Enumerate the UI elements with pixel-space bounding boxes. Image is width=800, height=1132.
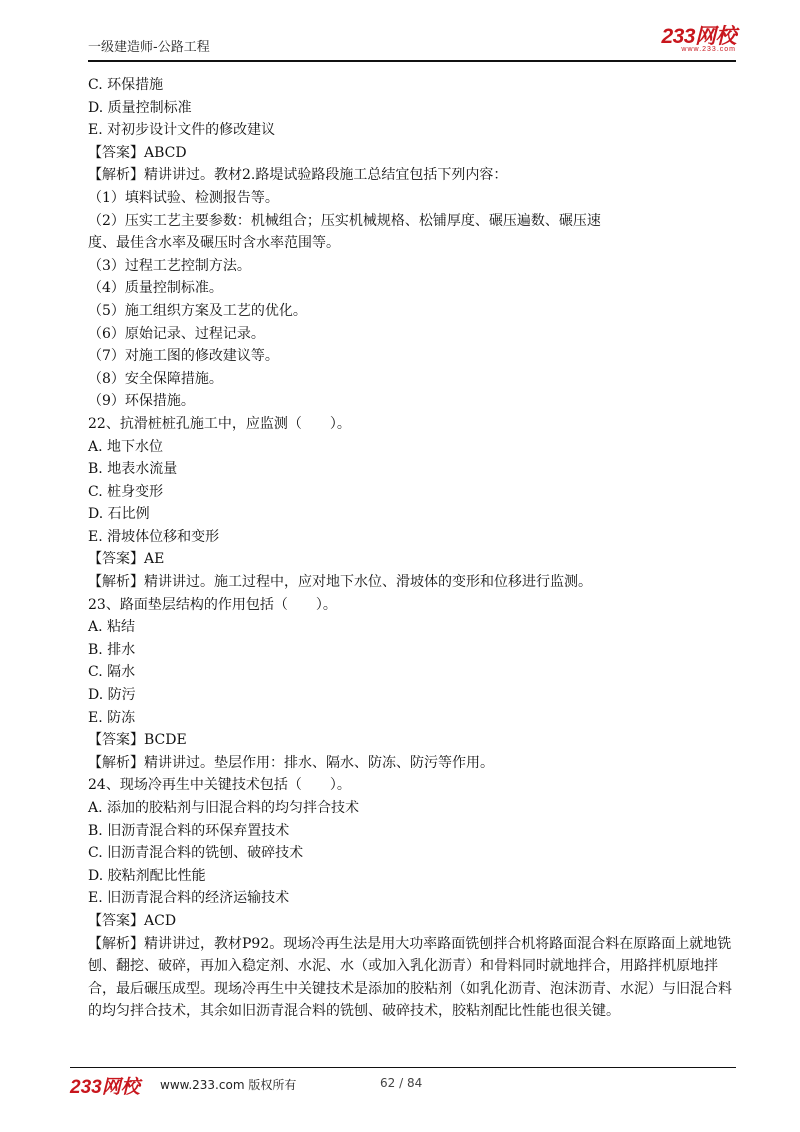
page-footer xyxy=(70,1072,736,1096)
footer-divider xyxy=(70,1067,736,1068)
document-body xyxy=(88,74,736,1023)
text-line: 【答案】AE xyxy=(88,551,165,568)
text-line: 24、现场冷再生中关键技术包括（ ）。 xyxy=(88,777,351,794)
page-header xyxy=(88,26,736,60)
text-line: E. 对初步设计文件的修改建议 xyxy=(88,122,276,139)
text-line: E. 旧沥青混合料的经济运输技术 xyxy=(88,890,290,907)
text-line: B. 旧沥青混合料的环保弃置技术 xyxy=(88,822,290,839)
text-line: （3）过程工艺控制方法。 xyxy=(88,257,251,274)
text-line: B. 排水 xyxy=(88,641,136,658)
header-title: 一级建造师-公路工程 xyxy=(88,40,210,55)
text-line: （9）环保措施。 xyxy=(88,393,195,410)
text-line: （8）安全保障措施。 xyxy=(88,370,223,387)
text-line: 度、最佳含水率及碾压时含水率范围等。 xyxy=(88,235,340,252)
text-line: D. 质量控制标准 xyxy=(88,99,192,116)
text-line: C. 环保措施 xyxy=(88,77,164,93)
logo-url: www.233.com xyxy=(681,46,736,53)
brand-logo xyxy=(661,26,736,53)
page-number: 62 / 84 xyxy=(380,1076,423,1090)
text-line: E. 防冻 xyxy=(88,709,136,726)
final-analysis-paragraph: 【解析】精讲讲过，教材P92。现场冷再生法是用大功率路面铣刨拌合机将路面混合料在原路面上就地铣刨、翻挖、破碎，再加入稳定剂、水泥、水（或加入乳化沥青）和骨料同时就地拌合，用路拌机原地拌合，最后碾压成型。现场冷再生中关键技术是添加的胶粘剂（如乳化沥青、泡沫沥青、水泥）与旧混合料的均匀拌合技术，其余如旧沥青混合料的铣刨、破碎技术，胶粘剂配比性能也很关键。 xyxy=(88,935,732,1020)
text-line: E. 滑坡体位移和变形 xyxy=(88,528,220,545)
footer-copyright: www.233.com 版权所有 xyxy=(160,1078,297,1092)
text-line: （4）质量控制标准。 xyxy=(88,280,223,297)
text-line: A. 添加的胶粘剂与旧混合料的均匀拌合技术 xyxy=(88,800,360,816)
text-line: （5）施工组织方案及工艺的优化。 xyxy=(88,302,307,319)
text-line: 【答案】ABCD xyxy=(88,144,187,161)
text-line: 【答案】BCDE xyxy=(88,732,187,749)
text-line: C. 桩身变形 xyxy=(88,483,164,500)
text-line: D. 胶粘剂配比性能 xyxy=(88,867,206,884)
text-line: C. 旧沥青混合料的铣刨、破碎技术 xyxy=(88,845,304,862)
text-line: 23、路面垫层结构的作用包括（ ）。 xyxy=(88,596,337,613)
text-line: A. 地下水位 xyxy=(88,438,164,455)
text-line: 【答案】ACD xyxy=(88,912,177,929)
footer-logo: 233网校 xyxy=(70,1077,140,1098)
text-line: A. 粘结 xyxy=(88,619,136,636)
text-line: （7）对施工图的修改建议等。 xyxy=(88,348,279,365)
header-divider xyxy=(88,60,736,62)
text-line: （2）压实工艺主要参数：机械组合；压实机械规格、松铺厚度、碾压遍数、碾压速 xyxy=(88,212,601,229)
text-line: D. 防污 xyxy=(88,687,136,704)
text-line: 22、抗滑桩桩孔施工中，应监测（ ）。 xyxy=(88,415,351,432)
text-line: 【解析】精讲讲过。施工过程中，应对地下水位、滑坡体的变形和位移进行监测。 xyxy=(88,574,592,591)
text-line: 【解析】精讲讲过。教材2.路堤试验路段施工总结宜包括下列内容： xyxy=(88,167,508,184)
text-line: （6）原始记录、过程记录。 xyxy=(88,325,265,342)
text-line: D. 石比例 xyxy=(88,506,150,523)
text-line: B. 地表水流量 xyxy=(88,461,178,478)
logo-text: 233网校 xyxy=(661,25,736,48)
text-line: C. 隔水 xyxy=(88,664,136,681)
text-line: 【解析】精讲讲过。垫层作用：排水、隔水、防冻、防污等作用。 xyxy=(88,754,494,771)
text-line: （1）填料试验、检测报告等。 xyxy=(88,189,279,206)
text-lines xyxy=(88,74,736,933)
